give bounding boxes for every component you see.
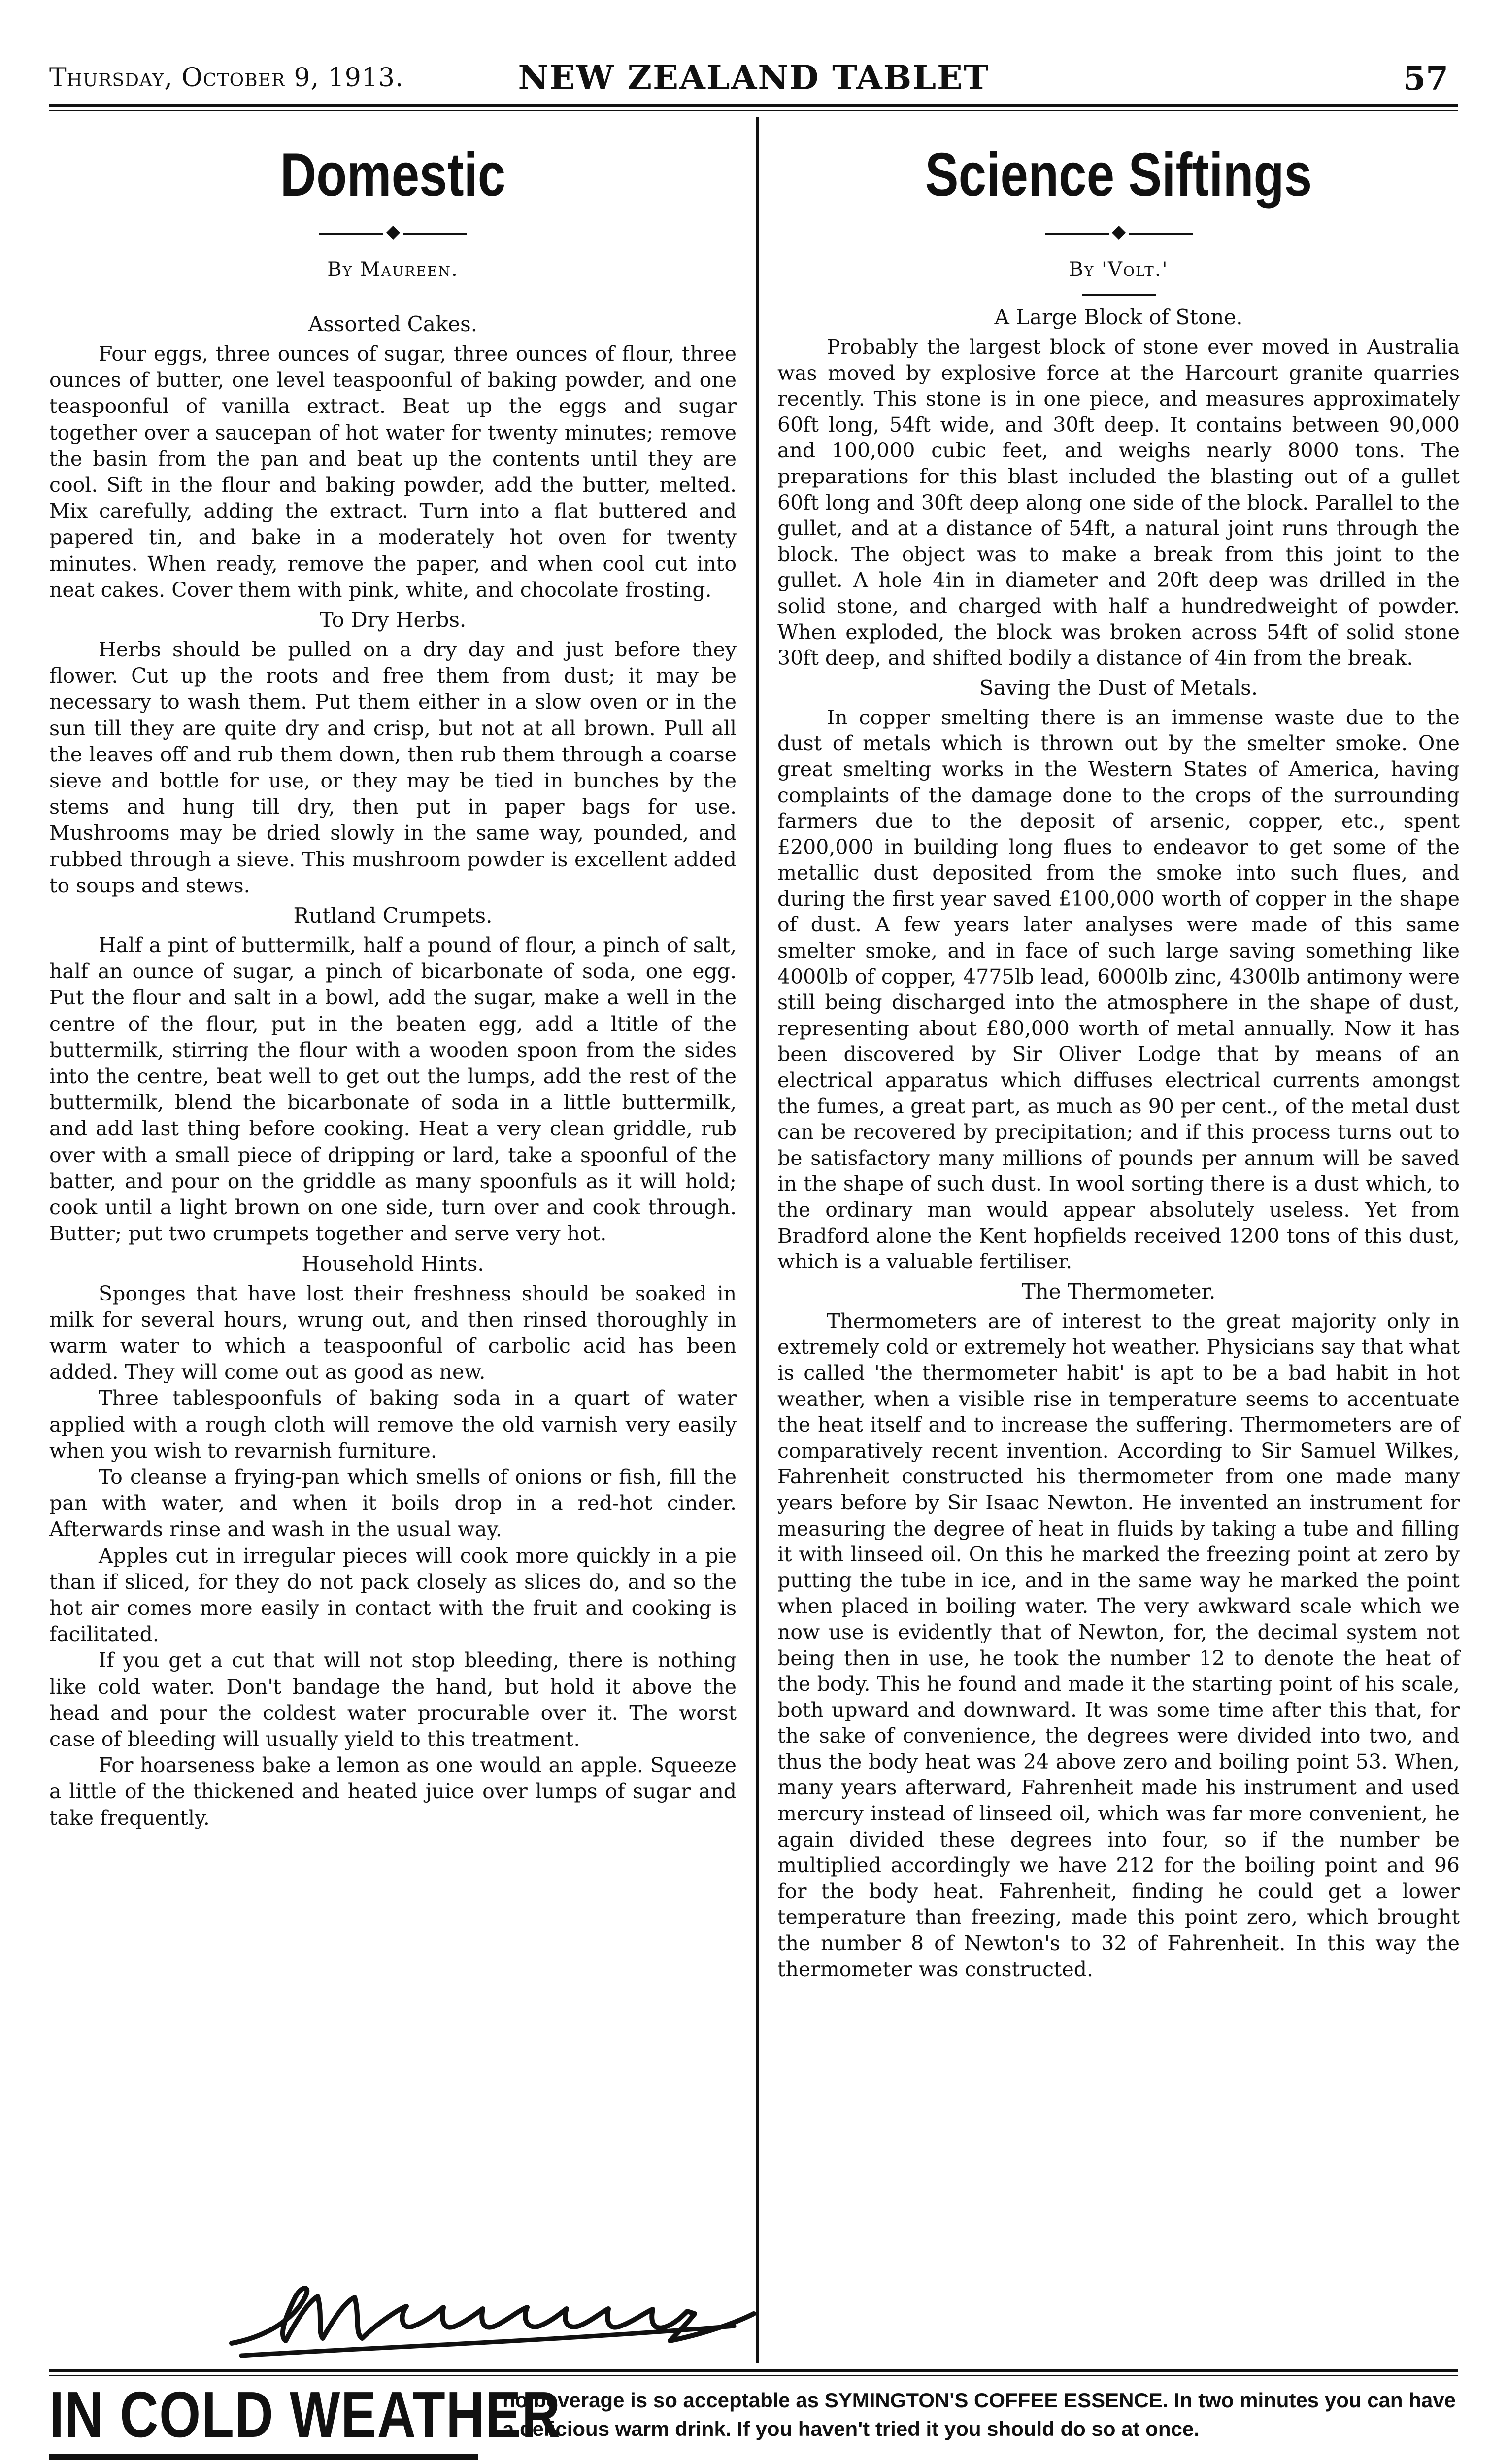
masthead-rule xyxy=(49,104,1458,111)
page-number: 57 xyxy=(1403,59,1448,98)
domestic-title: Domestic xyxy=(280,141,506,209)
section-heading: Rutland Crumpets. xyxy=(293,903,493,928)
domestic-section xyxy=(49,309,737,603)
domestic-section xyxy=(49,605,737,899)
section-heading: Household Hints. xyxy=(302,1251,484,1276)
science-section xyxy=(777,303,1460,671)
paragraph: Four eggs, three ounces of sugar, three ounces of flour, three ounces of butter, one level teaspoonful of baking powder, and one teaspoonful of vanilla extract. Beat up the eggs and sugar together over a saucepan of hot water for twenty minutes; remove the basin from the pan and beat up the contents until they are cool. Sift in the flour and baking powder, add the butter, melted. Mix carefully, adding the extract. Turn into a flat buttered and papered tin, and bake in a moderately hot oven for twenty minutes. When ready, remove the paper, and when cool cut into neat cakes. Cover them with pink, white, and chocolate frosting. xyxy=(49,342,737,602)
domestic-byline: By Maureen. xyxy=(327,258,459,281)
advert-rule xyxy=(49,2369,1458,2376)
paragraph: In copper smelting there is an immense waste due to the dust of metals which is thrown out by the smelter smoke. One great smelting works in the Western States of America, having complaints of the damage done to the crops of the surrounding farmers due to the deposit of arsenic, copper, etc., spent £200,000 in building long flues to endeavor to get some of the metallic dust deposited from the smoke into such flues, and during the first year saved £100,000 worth of copper in the shape of dust. A few years later analyses were made of this same smelter smoke, and in face of such large saving something like 4000lb of copper, 4775lb lead, 6000lb zinc, 4300lb antimony were still being discharged into the atmosphere in the shape of dust, representing about £80,000 worth of metal annually. Now it has been discovered by Sir Oliver Lodge that by means of an electrical apparatus which diffuses electrical currents amongst the fumes, a great part, as much as 90 per cent., of the metal dust can be recovered by precipitation; and if this process turns out to be satisfactory many millions of pounds per annum will be saved in the shape of such dust. In wool sorting there is a dust which, to the ordinary man would appear absolutely useless. Yet from Bradford alone the Kent hopfields received 1200 tons of this dust, which is a valuable fertiliser. xyxy=(777,705,1460,1274)
science-section xyxy=(777,673,1460,1275)
title-ornament xyxy=(319,224,467,243)
byline-rule xyxy=(1082,294,1156,296)
paper-name: NEW ZEALAND TABLET xyxy=(518,58,990,98)
paragraph: Half a pint of buttermilk, half a pound of flour, a pinch of salt, half an ounce of sugar, a pinch of bicarbonate of soda, one egg. Put the flour and salt in a bowl, add the sugar, make a well in the centre of the flour, put in the beaten egg, add a ltitle of the buttermilk, stirring the flour with a wooden spoon from the sides into the centre, beat well to get out the lumps, add the rest of the buttermilk, blend the bicarbonate of soda in a little buttermilk, and add last thing before cooking. Heat a very clean griddle, rub over with a small piece of dripping or lard, take a spoonful of the batter, and pour on the griddle as many spoonfuls as it will hold; cook until a light brown on one side, turn over and cook through. Butter; put two crumpets together and serve very hot. xyxy=(49,933,737,1246)
section-heading: Assorted Cakes. xyxy=(308,312,478,336)
paragraph: For hoarseness bake a lemon as one would an apple. Squeeze a little of the thickened and heated juice over lumps of sugar and take frequently. xyxy=(49,1753,737,1830)
domestic-section xyxy=(49,1249,737,1831)
section-heading: The Thermometer. xyxy=(1021,1279,1216,1303)
science-section xyxy=(777,1277,1460,1982)
issue-date: Thursday, October 9, 1913. xyxy=(49,63,404,93)
paragraph: If you get a cut that will not stop bleeding, there is nothing like cold water. Don't bandage the hand, but hold it above the head and pour the coldest water procurable over it. The worst case of bleeding will usually yield to this treatment. xyxy=(49,1648,737,1751)
advert-copy: no beverage is so acceptable as SYMINGTON'S COFFEE ESSENCE. In two minutes you can have a delicious warm drink. If you haven't tried it you should do so at once. xyxy=(503,2389,1456,2440)
maureen-signature xyxy=(212,2242,764,2370)
domestic-column xyxy=(49,123,737,2370)
paragraph: Three tablespoonfuls of baking soda in a quart of water applied with a rough cloth will remove the old varnish very easily when you wish to revarnish furniture. xyxy=(49,1386,737,1463)
column-divider xyxy=(756,117,759,2363)
paragraph: Apples cut in irregular pieces will cook more quickly in a pie than if sliced, for they do not pack closely as slices do, and so the hot air comes more easily in contact with the fruit and cooking is facilitated. xyxy=(49,1543,737,1646)
science-byline: By 'Volt.' xyxy=(1069,258,1169,281)
advert-underline xyxy=(49,2454,478,2460)
paragraph: Sponges that have lost their freshness should be soaked in milk for several hours, wrung out, and then rinsed thoroughly in warm water to which a teaspoonful of carbolic acid has been added. They will come out as good as new. xyxy=(49,1281,737,1384)
section-heading: To Dry Herbs. xyxy=(319,608,467,632)
title-ornament xyxy=(1045,224,1193,243)
section-heading: A Large Block of Stone. xyxy=(994,305,1243,329)
paragraph: Herbs should be pulled on a dry day and just before they flower. Cut up the roots and free them from dust; it may be necessary to wash them. Put them either in a slow oven or in the sun till they are quite dry and crisp, but not at all brown. Pull all the leaves off and rub them down, then rub them through a coarse sieve and bottle for use, or they may be tied in bunches by the stems and hung till dry, then put in paper bags for use. Mushrooms may be dried slowly in the same way, pounded, and rubbed through a sieve. This mushroom powder is excellent added to soups and stews. xyxy=(49,638,737,897)
science-column xyxy=(777,123,1460,2370)
section-heading: Saving the Dust of Metals. xyxy=(979,675,1258,700)
advertisement xyxy=(49,2380,1458,2464)
paragraph: To cleanse a frying-pan which smells of onions or fish, fill the pan with water, and when it boils drop in a red-hot cinder. Afterwards rinse and wash in the usual way. xyxy=(49,1465,737,1541)
paragraph: Probably the largest block of stone ever moved in Australia was moved by explosive force at the Harcourt granite quarries recently. This stone is in one piece, and measures approximately 60ft long, 54ft wide, and 30ft deep. It contains between 90,000 and 100,000 cubic feet, and weighs nearly 8000 tons. The preparations for this blast included the blasting out of a gullet 60ft long and 30ft deep along one side of the block. Parallel to the gullet, and at a distance of 54ft, a natural joint runs through the block. The object was to make a break from this joint to the gullet. A hole 4in in diameter and 20ft deep was drilled in the solid stone, and charged with half a hundredweight of powder. When exploded, the block was broken across 54ft of solid stone 30ft deep, and shifted bodily a distance of 4in from the break. xyxy=(777,335,1460,670)
advert-headline: IN COLD WEATHER xyxy=(49,2378,561,2451)
masthead xyxy=(49,58,1458,103)
diamond-ornament-icon xyxy=(1111,226,1125,240)
domestic-section xyxy=(49,901,737,1247)
diamond-ornament-icon xyxy=(386,226,400,240)
paragraph: Thermometers are of interest to the great majority only in extremely cold or extremely hot weather. Physicians say that what is called 'the thermometer habit' is apt to be a bad habit in hot weather, when a visible rise in temperature seems to accentuate the heat itself and to increase the suffering. Thermometers are of comparatively recent invention. According to Sir Samuel Wilkes, Fahrenheit constructed his thermometer from one made many years before by Sir Isaac Newton. He invented an instrument for measuring the degree of heat in fluids by taking a tube and filling it with linseed oil. On this he marked the freezing point at zero by putting the tube in ice, and in the same way he marked the point when placed in boiling water. The very awkward scale which we now use is evidently that of Newton, for, the decimal system not being then in use, he took the number 12 to denote the heat of the body. This he found and made it the starting point of his scale, both upward and downward. It was some time after this that, for the sake of convenience, the degrees were divided into two, and thus the body heat was 24 above zero and boiling point 53. When, many years afterward, Fahrenheit made his instrument and used mercury instead of linseed oil, which was far more convenient, he again divided these degrees into four, so if the number be multiplied accordingly we have 212 for the boiling point and 96 for the body heat. Fahrenheit, finding he could get a lower temperature than freezing, made this point zero, which brought the number 8 of Newton's to 32 of Fahrenheit. In this way the thermometer was constructed. xyxy=(777,1309,1460,1981)
science-title: Science Siftings xyxy=(925,141,1312,209)
